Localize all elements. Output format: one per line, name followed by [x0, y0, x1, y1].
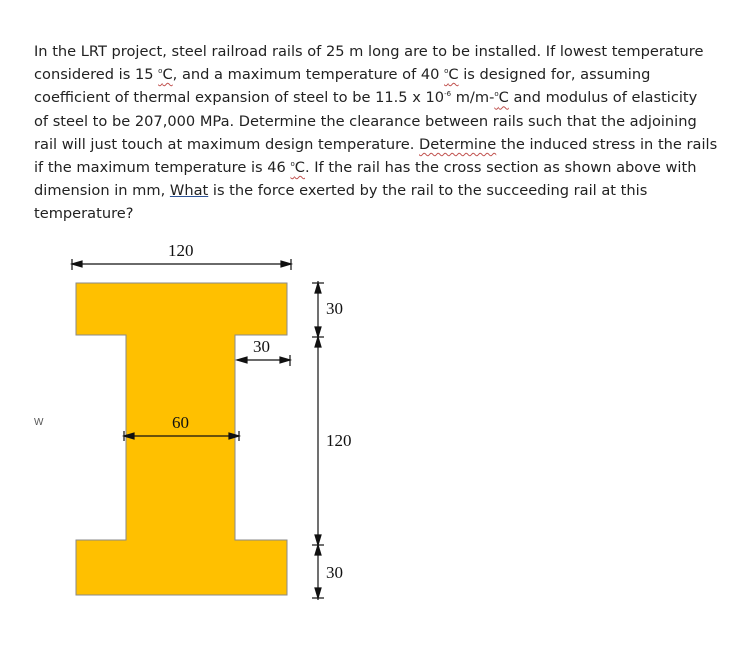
dim-label-web-height: 120 [326, 431, 352, 450]
dim-label-bottom-flange: 30 [326, 563, 343, 582]
dim-top-width [72, 259, 291, 270]
dim-label-top-width: 120 [168, 241, 194, 260]
determine-word: Determine [419, 135, 497, 153]
exponent: -6 [444, 90, 452, 99]
dim-vertical [312, 281, 324, 600]
celsius-unit: $^o$C [290, 159, 305, 177]
dim-label-flange-overhang: 30 [253, 337, 270, 356]
celsius-unit: $^o$C [494, 89, 509, 107]
dim-label-web-width: 60 [172, 413, 189, 432]
celsius-unit: $^o$C [158, 66, 173, 84]
side-mark: W [34, 417, 44, 428]
question-line-3: coefficient of thermal expansion of steel to be 11.5 x $10^{-6}$ m/m-$^o$C and modulus of elasticity [34, 89, 698, 107]
celsius-unit: $^o$C [444, 66, 459, 84]
question-line-7: dimension in mm, What is the force exerted by the rail to the succeeding rail at this [34, 182, 648, 200]
question-line-2: considered is 15 $^o$C, and a maximum temperature of 40 $^o$C is designed for, assuming [34, 66, 651, 84]
question-line-5: rail will just touch at maximum design temperature. Determine the induced stress in the rails [34, 135, 718, 153]
question-line-8: temperature? [34, 205, 134, 223]
question-line-6: if the maximum temperature is 46 $^o$C. If the rail has the cross section as shown above with [34, 159, 697, 177]
question-line-1: In the LRT project, steel railroad rails of 25 m long are to be installed. If lowest temperature [34, 43, 704, 60]
what-word: What [169, 182, 209, 200]
dim-flange-overhang [237, 355, 290, 366]
question-line-4: of steel to be 207,000 MPa. Determine the clearance between rails such that the adjoining [34, 112, 697, 130]
dim-label-top-flange: 30 [326, 299, 343, 318]
i-section-shape [76, 283, 287, 595]
